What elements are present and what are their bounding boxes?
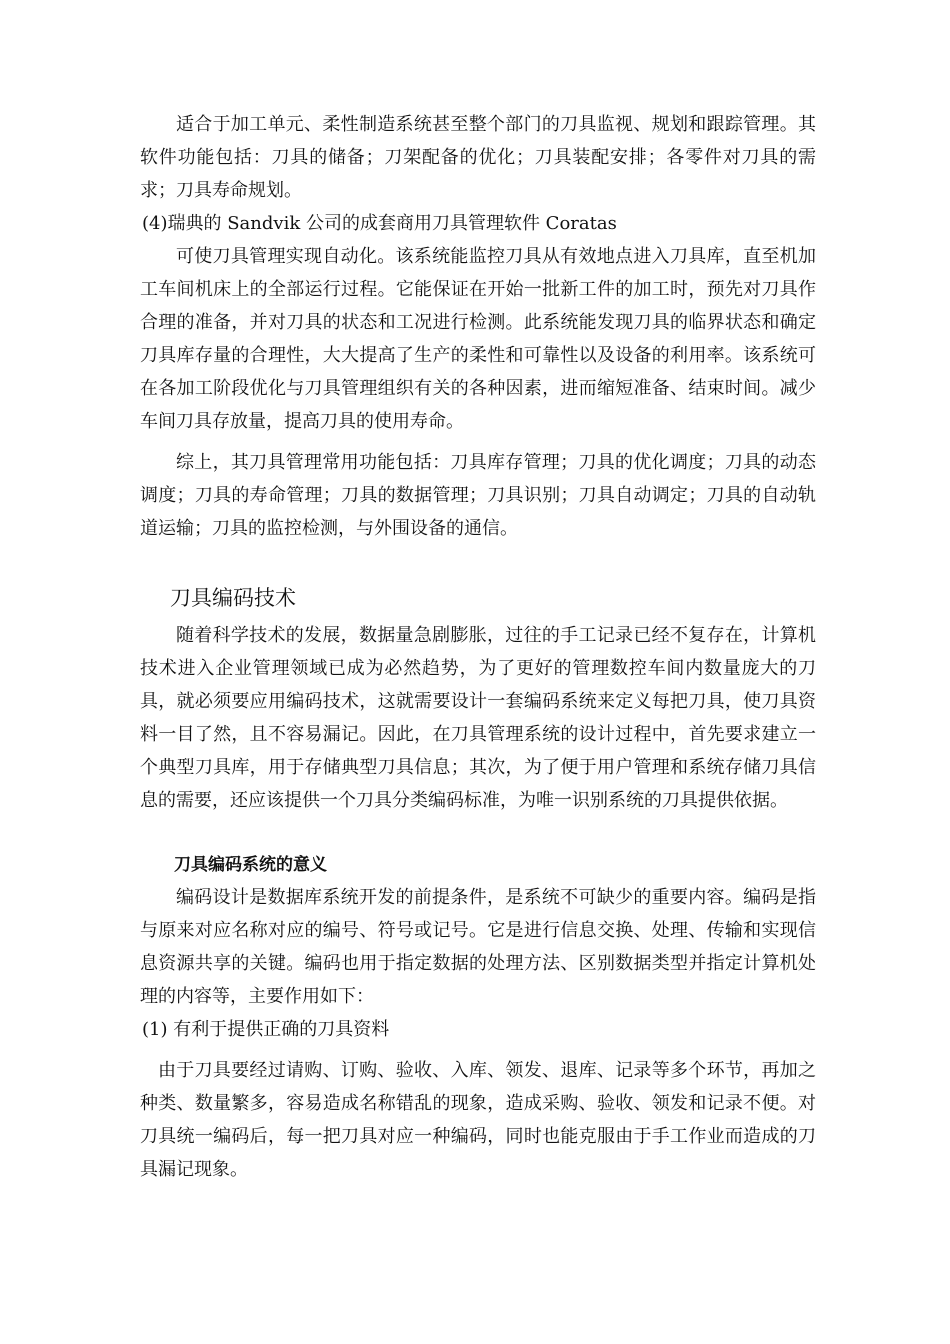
paragraph-summary: 综上，其刀具管理常用功能包括：刀具库存管理；刀具的优化调度；刀具的动态调度；刀具的寿命管理；刀具的数据管理；刀具识别；刀具自动调定；刀具的自动轨道运输；刀具的监控检测，与外围设备的通信。 — [140, 452, 816, 539]
list-item-correct-data: (1) 有利于提供正确的刀具资料 — [142, 1019, 390, 1040]
list-item-sandvik: (4)瑞典的 Sandvik 公司的成套商用刀具管理软件 Coratas — [142, 213, 617, 234]
section-heading-tool-coding: 刀具编码技术 — [170, 586, 296, 610]
paragraph-coratas: 可使刀具管理实现自动化。该系统能监控刀具从有效地点进入刀具库，直至机加工车间机床上的全部运行过程。它能保证在开始一批新工件的加工时，预先对刀具作合理的准备，并对刀具的状态和工况进行检测。此系统能发现刀具的临界状态和确定刀具库存量的合理性，大大提高了生产的柔性和可靠性以及设备的利用率。该系统可在各加工阶段优化与刀具管理组织有关的各种因素，进而缩短准备、结束时间。减少车间刀具存放量，提高刀具的使用寿命。 — [140, 246, 816, 432]
subsection-heading-coding-meaning: 刀具编码系统的意义 — [174, 855, 327, 875]
paragraph-software-functions: 适合于加工单元、柔性制造系统甚至整个部门的刀具监视、规划和跟踪管理。其软件功能包括：刀具的储备；刀架配备的优化；刀具装配安排；各零件对刀具的需求；刀具寿命规划。 — [140, 114, 816, 201]
paragraph-coding-intro: 随着科学技术的发展，数据量急剧膨胀，过往的手工记录已经不复存在，计算机技术进入企业管理领域已成为必然趋势，为了更好的管理数控车间内数量庞大的刀具，就必须要应用编码技术，这就需要设计一套编码系统来定义每把刀具，使刀具资料一目了然，且不容易漏记。因此，在刀具管理系统的设计过程中，首先要求建立一个典型刀具库，用于存储典型刀具信息；其次，为了便于用户管理和系统存储刀具信息的需要，还应该提供一个刀具分类编码标准，为唯一识别系统的刀具提供依据。 — [140, 625, 816, 811]
paragraph-procurement: 由于刀具要经过请购、订购、验收、入库、领发、退库、记录等多个环节，再加之种类、数量繁多，容易造成名称错乱的现象，造成采购、验收、领发和记录不便。对刀具统一编码后，每一把刀具对应一种编码，同时也能克服由于手工作业而造成的刀具漏记现象。 — [140, 1060, 816, 1180]
document-page — [140, 108, 816, 1186]
paragraph-coding-design: 编码设计是数据库系统开发的前提条件，是系统不可缺少的重要内容。编码是指与原来对应名称对应的编号、符号或记号。它是进行信息交换、处理、传输和实现信息资源共享的关键。编码也用于指定数据的处理方法、区别数据类型并指定计算机处理的内容等，主要作用如下： — [140, 887, 816, 1007]
